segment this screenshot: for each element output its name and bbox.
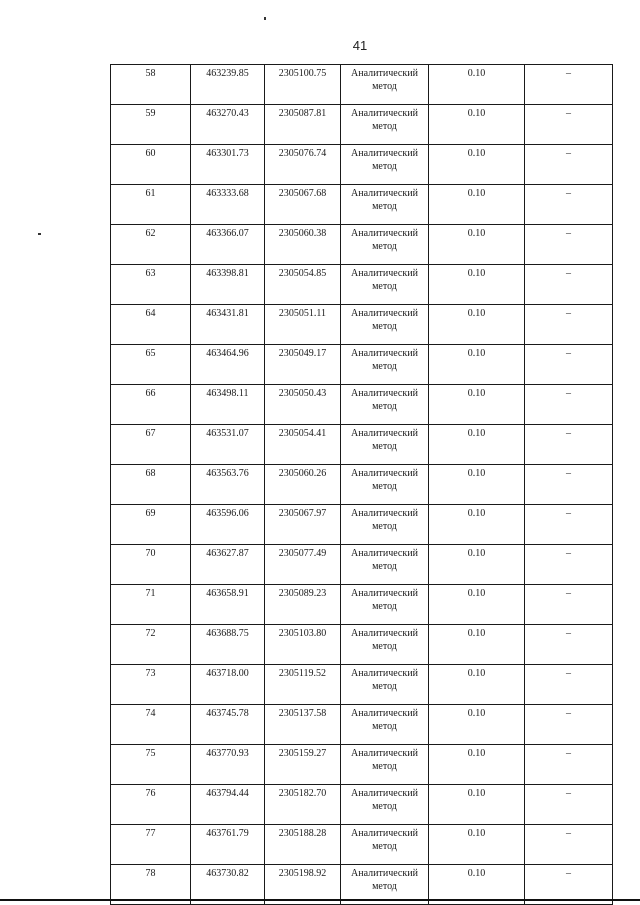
page-number: 41 bbox=[352, 38, 368, 53]
point-number-cell: 66 bbox=[111, 385, 191, 425]
point-number-cell: 75 bbox=[111, 745, 191, 785]
dash-cell: – bbox=[525, 585, 613, 625]
table-row bbox=[111, 425, 613, 465]
x-coordinate-cell: 463333.68 bbox=[191, 185, 265, 225]
point-number-cell: 68 bbox=[111, 465, 191, 505]
accuracy-cell: 0.10 bbox=[429, 185, 525, 225]
y-coordinate-cell: 2305076.74 bbox=[265, 145, 341, 185]
point-number-cell: 70 bbox=[111, 545, 191, 585]
table-row bbox=[111, 105, 613, 145]
table-row bbox=[111, 625, 613, 665]
scan-speck bbox=[264, 17, 266, 20]
table-row bbox=[111, 505, 613, 545]
point-number-cell: 60 bbox=[111, 145, 191, 185]
x-coordinate-cell: 463301.73 bbox=[191, 145, 265, 185]
method-cell: Аналитический метод bbox=[341, 65, 429, 105]
y-coordinate-cell: 2305137.58 bbox=[265, 705, 341, 745]
accuracy-cell: 0.10 bbox=[429, 825, 525, 865]
method-cell: Аналитический метод bbox=[341, 185, 429, 225]
accuracy-cell: 0.10 bbox=[429, 385, 525, 425]
method-cell: Аналитический метод bbox=[341, 785, 429, 825]
dash-cell: – bbox=[525, 665, 613, 705]
dash-cell: – bbox=[525, 145, 613, 185]
method-cell: Аналитический метод bbox=[341, 625, 429, 665]
y-coordinate-cell: 2305077.49 bbox=[265, 545, 341, 585]
x-coordinate-cell: 463464.96 bbox=[191, 345, 265, 385]
x-coordinate-cell: 463627.87 bbox=[191, 545, 265, 585]
table-row bbox=[111, 345, 613, 385]
x-coordinate-cell: 463761.79 bbox=[191, 825, 265, 865]
method-cell: Аналитический метод bbox=[341, 825, 429, 865]
y-coordinate-cell: 2305182.70 bbox=[265, 785, 341, 825]
point-number-cell: 62 bbox=[111, 225, 191, 265]
accuracy-cell: 0.10 bbox=[429, 505, 525, 545]
y-coordinate-cell: 2305089.23 bbox=[265, 585, 341, 625]
table-row bbox=[111, 705, 613, 745]
accuracy-cell: 0.10 bbox=[429, 585, 525, 625]
method-cell: Аналитический метод bbox=[341, 705, 429, 745]
page-bottom-edge bbox=[0, 899, 640, 901]
point-number-cell: 72 bbox=[111, 625, 191, 665]
dash-cell: – bbox=[525, 225, 613, 265]
table-row bbox=[111, 665, 613, 705]
x-coordinate-cell: 463596.06 bbox=[191, 505, 265, 545]
point-number-cell: 76 bbox=[111, 785, 191, 825]
point-number-cell: 59 bbox=[111, 105, 191, 145]
accuracy-cell: 0.10 bbox=[429, 65, 525, 105]
accuracy-cell: 0.10 bbox=[429, 545, 525, 585]
table-row bbox=[111, 385, 613, 425]
accuracy-cell: 0.10 bbox=[429, 705, 525, 745]
table-row bbox=[111, 585, 613, 625]
point-number-cell: 69 bbox=[111, 505, 191, 545]
point-number-cell: 71 bbox=[111, 585, 191, 625]
table-body bbox=[111, 65, 613, 905]
accuracy-cell: 0.10 bbox=[429, 265, 525, 305]
accuracy-cell: 0.10 bbox=[429, 225, 525, 265]
dash-cell: – bbox=[525, 65, 613, 105]
x-coordinate-cell: 463239.85 bbox=[191, 65, 265, 105]
dash-cell: – bbox=[525, 105, 613, 145]
method-cell: Аналитический метод bbox=[341, 425, 429, 465]
table-row bbox=[111, 465, 613, 505]
table-row bbox=[111, 185, 613, 225]
y-coordinate-cell: 2305100.75 bbox=[265, 65, 341, 105]
y-coordinate-cell: 2305087.81 bbox=[265, 105, 341, 145]
y-coordinate-cell: 2305051.11 bbox=[265, 305, 341, 345]
y-coordinate-cell: 2305159.27 bbox=[265, 745, 341, 785]
dash-cell: – bbox=[525, 865, 613, 905]
accuracy-cell: 0.10 bbox=[429, 145, 525, 185]
dash-cell: – bbox=[525, 705, 613, 745]
accuracy-cell: 0.10 bbox=[429, 625, 525, 665]
method-cell: Аналитический метод bbox=[341, 865, 429, 905]
y-coordinate-cell: 2305119.52 bbox=[265, 665, 341, 705]
table-row bbox=[111, 225, 613, 265]
y-coordinate-cell: 2305050.43 bbox=[265, 385, 341, 425]
dash-cell: – bbox=[525, 745, 613, 785]
point-number-cell: 64 bbox=[111, 305, 191, 345]
y-coordinate-cell: 2305188.28 bbox=[265, 825, 341, 865]
method-cell: Аналитический метод bbox=[341, 145, 429, 185]
dash-cell: – bbox=[525, 425, 613, 465]
dash-cell: – bbox=[525, 305, 613, 345]
x-coordinate-cell: 463745.78 bbox=[191, 705, 265, 745]
dash-cell: – bbox=[525, 185, 613, 225]
table-row bbox=[111, 745, 613, 785]
table-row bbox=[111, 145, 613, 185]
accuracy-cell: 0.10 bbox=[429, 305, 525, 345]
method-cell: Аналитический метод bbox=[341, 745, 429, 785]
dash-cell: – bbox=[525, 265, 613, 305]
y-coordinate-cell: 2305198.92 bbox=[265, 865, 341, 905]
x-coordinate-cell: 463770.93 bbox=[191, 745, 265, 785]
x-coordinate-cell: 463431.81 bbox=[191, 305, 265, 345]
y-coordinate-cell: 2305060.38 bbox=[265, 225, 341, 265]
x-coordinate-cell: 463398.81 bbox=[191, 265, 265, 305]
dash-cell: – bbox=[525, 825, 613, 865]
y-coordinate-cell: 2305060.26 bbox=[265, 465, 341, 505]
method-cell: Аналитический метод bbox=[341, 265, 429, 305]
table-row bbox=[111, 785, 613, 825]
accuracy-cell: 0.10 bbox=[429, 865, 525, 905]
dash-cell: – bbox=[525, 385, 613, 425]
table-row bbox=[111, 265, 613, 305]
dash-cell: – bbox=[525, 785, 613, 825]
x-coordinate-cell: 463718.00 bbox=[191, 665, 265, 705]
x-coordinate-cell: 463658.91 bbox=[191, 585, 265, 625]
point-number-cell: 61 bbox=[111, 185, 191, 225]
point-number-cell: 77 bbox=[111, 825, 191, 865]
y-coordinate-cell: 2305103.80 bbox=[265, 625, 341, 665]
method-cell: Аналитический метод bbox=[341, 545, 429, 585]
method-cell: Аналитический метод bbox=[341, 585, 429, 625]
coordinates-table bbox=[110, 64, 613, 905]
method-cell: Аналитический метод bbox=[341, 465, 429, 505]
y-coordinate-cell: 2305054.41 bbox=[265, 425, 341, 465]
point-number-cell: 58 bbox=[111, 65, 191, 105]
accuracy-cell: 0.10 bbox=[429, 785, 525, 825]
point-number-cell: 78 bbox=[111, 865, 191, 905]
method-cell: Аналитический метод bbox=[341, 505, 429, 545]
method-cell: Аналитический метод bbox=[341, 305, 429, 345]
y-coordinate-cell: 2305054.85 bbox=[265, 265, 341, 305]
accuracy-cell: 0.10 bbox=[429, 465, 525, 505]
accuracy-cell: 0.10 bbox=[429, 105, 525, 145]
point-number-cell: 74 bbox=[111, 705, 191, 745]
x-coordinate-cell: 463366.07 bbox=[191, 225, 265, 265]
method-cell: Аналитический метод bbox=[341, 225, 429, 265]
point-number-cell: 65 bbox=[111, 345, 191, 385]
x-coordinate-cell: 463498.11 bbox=[191, 385, 265, 425]
x-coordinate-cell: 463794.44 bbox=[191, 785, 265, 825]
accuracy-cell: 0.10 bbox=[429, 745, 525, 785]
x-coordinate-cell: 463688.75 bbox=[191, 625, 265, 665]
scan-speck bbox=[38, 233, 41, 235]
dash-cell: – bbox=[525, 625, 613, 665]
table-row bbox=[111, 825, 613, 865]
table-row bbox=[111, 545, 613, 585]
point-number-cell: 73 bbox=[111, 665, 191, 705]
table-row bbox=[111, 65, 613, 105]
table-row bbox=[111, 305, 613, 345]
dash-cell: – bbox=[525, 345, 613, 385]
accuracy-cell: 0.10 bbox=[429, 345, 525, 385]
y-coordinate-cell: 2305067.97 bbox=[265, 505, 341, 545]
x-coordinate-cell: 463730.82 bbox=[191, 865, 265, 905]
y-coordinate-cell: 2305049.17 bbox=[265, 345, 341, 385]
accuracy-cell: 0.10 bbox=[429, 665, 525, 705]
method-cell: Аналитический метод bbox=[341, 105, 429, 145]
dash-cell: – bbox=[525, 505, 613, 545]
method-cell: Аналитический метод bbox=[341, 345, 429, 385]
accuracy-cell: 0.10 bbox=[429, 425, 525, 465]
dash-cell: – bbox=[525, 465, 613, 505]
method-cell: Аналитический метод bbox=[341, 665, 429, 705]
point-number-cell: 63 bbox=[111, 265, 191, 305]
x-coordinate-cell: 463531.07 bbox=[191, 425, 265, 465]
x-coordinate-cell: 463563.76 bbox=[191, 465, 265, 505]
x-coordinate-cell: 463270.43 bbox=[191, 105, 265, 145]
y-coordinate-cell: 2305067.68 bbox=[265, 185, 341, 225]
method-cell: Аналитический метод bbox=[341, 385, 429, 425]
point-number-cell: 67 bbox=[111, 425, 191, 465]
dash-cell: – bbox=[525, 545, 613, 585]
